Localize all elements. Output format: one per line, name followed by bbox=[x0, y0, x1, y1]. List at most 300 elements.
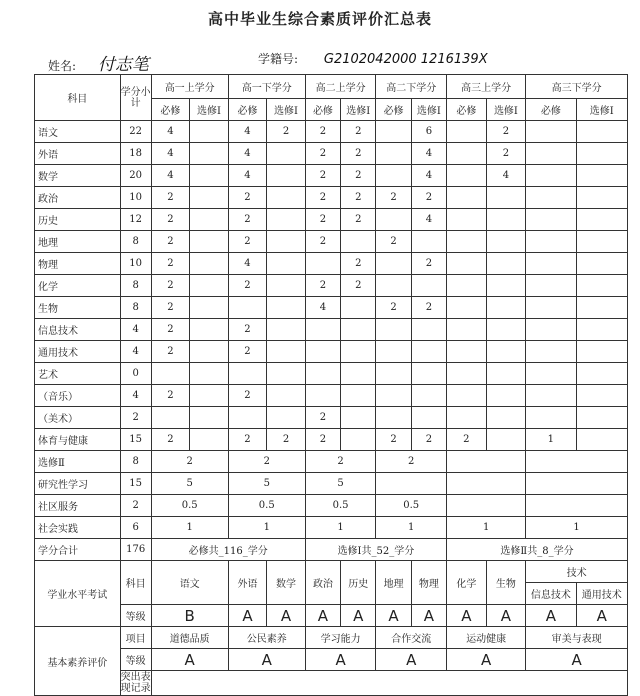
credit-cell: 2 bbox=[305, 121, 340, 143]
credit-cell bbox=[190, 297, 229, 319]
name-value: 付志笔 bbox=[97, 55, 149, 75]
exam-grade: A bbox=[267, 605, 306, 627]
credit-cell: 2 bbox=[411, 429, 446, 451]
credit-cell bbox=[267, 187, 306, 209]
credit-cell: 4 bbox=[411, 143, 446, 165]
credit-cell bbox=[486, 297, 526, 319]
exam-subject: 外语 bbox=[228, 561, 267, 605]
credit-cell bbox=[447, 231, 487, 253]
credit-cell: 4 bbox=[411, 165, 446, 187]
credit-cell: 6 bbox=[411, 121, 446, 143]
credit-cell bbox=[267, 407, 306, 429]
credit-cell: 2 bbox=[486, 121, 526, 143]
credit-cell: 2 bbox=[376, 187, 411, 209]
table-row bbox=[35, 319, 628, 341]
quality-item: 合作交流 bbox=[376, 627, 447, 649]
header-required: 必修 bbox=[305, 99, 340, 121]
row-subject: 艺术 bbox=[35, 363, 121, 385]
credit-cell bbox=[341, 407, 376, 429]
semester-credit-cell: 1 bbox=[305, 517, 376, 539]
name-field bbox=[48, 50, 149, 75]
semester-credit-cell: 1 bbox=[447, 517, 526, 539]
row-subject: 选修Ⅱ bbox=[35, 451, 121, 473]
credit-cell: 2 bbox=[411, 297, 446, 319]
credit-cell bbox=[486, 341, 526, 363]
credit-cell bbox=[305, 363, 340, 385]
credit-cell: 2 bbox=[228, 275, 267, 297]
credit-cell bbox=[267, 253, 306, 275]
row-credit-total: 2 bbox=[120, 407, 151, 429]
credit-cell bbox=[447, 407, 487, 429]
credit-cell bbox=[151, 363, 190, 385]
credit-cell bbox=[411, 231, 446, 253]
semester-credit-cell bbox=[526, 451, 628, 473]
credit-cell bbox=[526, 275, 576, 297]
exam-grade: A bbox=[411, 605, 446, 627]
credit-cell: 2 bbox=[341, 165, 376, 187]
header-elective: 选修Ⅰ bbox=[267, 99, 306, 121]
quality-section-label: 基本素养评价 bbox=[35, 627, 121, 696]
credit-cell: 2 bbox=[305, 407, 340, 429]
credit-cell bbox=[190, 121, 229, 143]
credit-cell bbox=[447, 187, 487, 209]
quality-item: 学习能力 bbox=[305, 627, 376, 649]
credit-cell bbox=[190, 209, 229, 231]
credit-cell bbox=[305, 319, 340, 341]
exam-subject: 语文 bbox=[151, 561, 228, 605]
credit-cell bbox=[376, 341, 411, 363]
credit-cell: 2 bbox=[267, 121, 306, 143]
quality-grade: A bbox=[305, 649, 376, 671]
semester-credit-cell: 5 bbox=[151, 473, 228, 495]
table-row bbox=[35, 363, 628, 385]
credit-cell bbox=[486, 407, 526, 429]
row-credit-total: 15 bbox=[120, 473, 151, 495]
table-row bbox=[35, 253, 628, 275]
credit-cell bbox=[341, 297, 376, 319]
semester-credit-cell: 0.5 bbox=[228, 495, 305, 517]
row-subject: 生物 bbox=[35, 297, 121, 319]
credit-cell: 4 bbox=[228, 121, 267, 143]
credit-cell bbox=[190, 363, 229, 385]
credit-cell bbox=[576, 385, 627, 407]
credit-cell: 2 bbox=[305, 429, 340, 451]
exam-grade-label: 等级 bbox=[120, 605, 151, 627]
header-required: 必修 bbox=[447, 99, 487, 121]
credit-cell: 2 bbox=[228, 209, 267, 231]
credit-cell bbox=[341, 363, 376, 385]
semester-credit-cell bbox=[447, 495, 526, 517]
quality-item: 运动健康 bbox=[447, 627, 526, 649]
credit-cell bbox=[228, 407, 267, 429]
credit-cell: 4 bbox=[305, 297, 340, 319]
credit-cell bbox=[447, 253, 487, 275]
credit-cell bbox=[447, 275, 487, 297]
credit-cell: 2 bbox=[341, 143, 376, 165]
credit-cell: 4 bbox=[228, 165, 267, 187]
credit-cell bbox=[190, 341, 229, 363]
credit-cell: 2 bbox=[486, 143, 526, 165]
quality-grade: A bbox=[151, 649, 228, 671]
credit-cell bbox=[576, 253, 627, 275]
credit-cell: 2 bbox=[151, 341, 190, 363]
row-subject: 语文 bbox=[35, 121, 121, 143]
header-elective: 选修Ⅰ bbox=[411, 99, 446, 121]
credit-cell bbox=[486, 319, 526, 341]
credit-cell bbox=[305, 385, 340, 407]
exam-grade: A bbox=[228, 605, 267, 627]
semester-credit-cell bbox=[526, 473, 628, 495]
credit-cell bbox=[576, 297, 627, 319]
credit-cell bbox=[267, 165, 306, 187]
credit-cell bbox=[526, 385, 576, 407]
exam-grade: A bbox=[341, 605, 376, 627]
row-credit-total: 20 bbox=[120, 165, 151, 187]
credit-cell bbox=[486, 275, 526, 297]
credit-cell bbox=[376, 407, 411, 429]
credit-sum-total: 176 bbox=[120, 539, 151, 561]
credit-cell: 2 bbox=[305, 187, 340, 209]
semester-credit-cell bbox=[526, 495, 628, 517]
credit-cell bbox=[411, 363, 446, 385]
row-subject: 物理 bbox=[35, 253, 121, 275]
outstanding-content bbox=[151, 671, 627, 696]
credit-cell bbox=[376, 363, 411, 385]
credit-cell bbox=[267, 209, 306, 231]
credit-cell: 2 bbox=[228, 187, 267, 209]
credit-cell bbox=[526, 231, 576, 253]
credit-cell bbox=[228, 363, 267, 385]
credit-cell bbox=[267, 143, 306, 165]
credit-cell bbox=[447, 297, 487, 319]
table-row bbox=[35, 275, 628, 297]
credit-cell bbox=[376, 143, 411, 165]
header-required: 必修 bbox=[151, 99, 190, 121]
credit-cell bbox=[576, 319, 627, 341]
row-credit-total: 12 bbox=[120, 209, 151, 231]
credit-cell bbox=[576, 231, 627, 253]
credit-cell: 2 bbox=[151, 275, 190, 297]
credit-cell: 4 bbox=[151, 121, 190, 143]
credit-cell bbox=[576, 363, 627, 385]
credit-cell bbox=[341, 429, 376, 451]
credit-cell bbox=[376, 319, 411, 341]
exam-grade-row bbox=[35, 605, 628, 627]
row-subject: 社区服务 bbox=[35, 495, 121, 517]
credit-cell bbox=[376, 275, 411, 297]
exam-grade: A bbox=[526, 605, 576, 627]
credit-cell bbox=[447, 165, 487, 187]
credit-cell: 4 bbox=[228, 143, 267, 165]
credit-cell bbox=[376, 253, 411, 275]
exam-tech-label: 技术 bbox=[526, 561, 628, 583]
quality-grade: A bbox=[376, 649, 447, 671]
name-label: 姓名: bbox=[48, 59, 77, 73]
credit-cell bbox=[447, 385, 487, 407]
credit-cell: 2 bbox=[228, 231, 267, 253]
credit-cell bbox=[411, 407, 446, 429]
credit-cell bbox=[305, 341, 340, 363]
elective1-credit-sum: 选修Ⅰ共_52_学分 bbox=[305, 539, 446, 561]
evaluation-table bbox=[34, 74, 628, 696]
table-row bbox=[35, 407, 628, 429]
credit-cell bbox=[305, 253, 340, 275]
header-semester: 高三下学分 bbox=[526, 75, 628, 99]
table-row bbox=[35, 143, 628, 165]
credit-cell: 2 bbox=[151, 209, 190, 231]
semester-credit-cell: 5 bbox=[228, 473, 305, 495]
credit-cell: 2 bbox=[305, 231, 340, 253]
credit-cell bbox=[190, 231, 229, 253]
header-elective: 选修Ⅰ bbox=[576, 99, 627, 121]
credit-cell bbox=[486, 209, 526, 231]
elective2-credit-sum: 选修Ⅱ共_8_学分 bbox=[447, 539, 628, 561]
credit-cell: 2 bbox=[151, 231, 190, 253]
credit-cell: 2 bbox=[151, 253, 190, 275]
row-credit-total: 15 bbox=[120, 429, 151, 451]
credit-cell bbox=[190, 253, 229, 275]
exam-subject-label: 科目 bbox=[120, 561, 151, 605]
row-subject: 研究性学习 bbox=[35, 473, 121, 495]
table-row bbox=[35, 187, 628, 209]
credit-cell: 1 bbox=[526, 429, 576, 451]
credit-cell: 4 bbox=[228, 253, 267, 275]
credit-cell: 2 bbox=[341, 121, 376, 143]
credit-cell bbox=[576, 165, 627, 187]
credit-cell bbox=[411, 341, 446, 363]
exam-grade: A bbox=[486, 605, 526, 627]
credit-cell bbox=[267, 319, 306, 341]
credit-cell bbox=[190, 429, 229, 451]
student-id-value: G2102042000 1216139X bbox=[323, 52, 488, 67]
semester-credit-cell: 5 bbox=[305, 473, 376, 495]
credit-cell bbox=[576, 187, 627, 209]
semester-credit-cell bbox=[376, 473, 447, 495]
credit-sum-row bbox=[35, 539, 628, 561]
header-elective: 选修Ⅰ bbox=[486, 99, 526, 121]
credit-cell: 2 bbox=[376, 429, 411, 451]
credit-cell bbox=[526, 187, 576, 209]
exam-subject: 生物 bbox=[486, 561, 526, 605]
row-credit-total: 2 bbox=[120, 495, 151, 517]
credit-cell: 2 bbox=[447, 429, 487, 451]
exam-grade: A bbox=[305, 605, 340, 627]
required-credit-sum: 必修共_116_学分 bbox=[151, 539, 305, 561]
credit-cell: 2 bbox=[228, 341, 267, 363]
credit-cell bbox=[486, 363, 526, 385]
exam-grade: A bbox=[376, 605, 411, 627]
header-semester: 高二下学分 bbox=[376, 75, 447, 99]
credit-cell bbox=[190, 385, 229, 407]
quality-item: 公民素养 bbox=[228, 627, 305, 649]
credit-cell: 2 bbox=[341, 209, 376, 231]
header-semester: 高一上学分 bbox=[151, 75, 228, 99]
credit-cell bbox=[267, 341, 306, 363]
outstanding-label: 突出表现记录 bbox=[120, 672, 151, 694]
credit-cell bbox=[576, 209, 627, 231]
row-credit-total: 0 bbox=[120, 363, 151, 385]
table-row bbox=[35, 165, 628, 187]
semester-credit-cell bbox=[447, 451, 526, 473]
credit-cell bbox=[447, 319, 487, 341]
row-credit-total: 6 bbox=[120, 517, 151, 539]
row-credit-total: 4 bbox=[120, 385, 151, 407]
semester-credit-cell: 2 bbox=[376, 451, 447, 473]
semester-credit-cell: 0.5 bbox=[376, 495, 447, 517]
credit-cell: 2 bbox=[305, 275, 340, 297]
credit-cell bbox=[576, 429, 627, 451]
row-subject: 体育与健康 bbox=[35, 429, 121, 451]
quality-grade-row bbox=[35, 649, 628, 671]
row-credit-total: 8 bbox=[120, 451, 151, 473]
quality-item: 审美与表现 bbox=[526, 627, 628, 649]
exam-subject: 通用技术 bbox=[576, 583, 627, 605]
credit-cell bbox=[526, 407, 576, 429]
credit-cell bbox=[267, 385, 306, 407]
table-row bbox=[35, 473, 628, 495]
credit-cell: 2 bbox=[151, 385, 190, 407]
credit-cell: 2 bbox=[341, 253, 376, 275]
row-credit-total: 22 bbox=[120, 121, 151, 143]
credit-cell: 2 bbox=[376, 231, 411, 253]
row-subject: 历史 bbox=[35, 209, 121, 231]
credit-cell bbox=[526, 319, 576, 341]
row-subject: （音乐） bbox=[35, 385, 121, 407]
row-subject: 数学 bbox=[35, 165, 121, 187]
exam-subject: 历史 bbox=[341, 561, 376, 605]
exam-subject: 政治 bbox=[305, 561, 340, 605]
credit-cell bbox=[341, 319, 376, 341]
row-credit-total: 8 bbox=[120, 275, 151, 297]
credit-cell: 2 bbox=[151, 319, 190, 341]
credit-cell: 2 bbox=[305, 143, 340, 165]
row-credit-total: 10 bbox=[120, 187, 151, 209]
credit-cell: 2 bbox=[305, 165, 340, 187]
header-semester: 高三上学分 bbox=[447, 75, 526, 99]
credit-cell bbox=[526, 341, 576, 363]
quality-item: 道德品质 bbox=[151, 627, 228, 649]
credit-cell bbox=[411, 275, 446, 297]
credit-cell bbox=[190, 187, 229, 209]
header-semester: 高二上学分 bbox=[305, 75, 376, 99]
credit-cell bbox=[526, 209, 576, 231]
exam-subject: 化学 bbox=[447, 561, 487, 605]
credit-cell bbox=[486, 231, 526, 253]
quality-grade: A bbox=[447, 649, 526, 671]
credit-cell bbox=[576, 275, 627, 297]
student-id-label: 学籍号: bbox=[258, 52, 299, 66]
exam-grade: A bbox=[447, 605, 487, 627]
row-credit-total: 8 bbox=[120, 231, 151, 253]
row-subject: 社会实践 bbox=[35, 517, 121, 539]
credit-cell: 2 bbox=[411, 187, 446, 209]
credit-cell bbox=[190, 165, 229, 187]
semester-credit-cell: 2 bbox=[151, 451, 228, 473]
semester-credit-cell: 0.5 bbox=[151, 495, 228, 517]
credit-cell bbox=[411, 319, 446, 341]
table-row bbox=[35, 517, 628, 539]
exam-subject: 地理 bbox=[376, 561, 411, 605]
credit-cell: 2 bbox=[151, 297, 190, 319]
credit-cell: 2 bbox=[151, 429, 190, 451]
credit-cell: 4 bbox=[151, 143, 190, 165]
credit-cell: 4 bbox=[411, 209, 446, 231]
quality-item-row bbox=[35, 627, 628, 649]
credit-cell bbox=[267, 363, 306, 385]
credit-cell bbox=[447, 341, 487, 363]
exam-tech-row bbox=[35, 561, 628, 583]
exam-subject: 数学 bbox=[267, 561, 306, 605]
header-subject: 科目 bbox=[35, 75, 121, 121]
quality-item-label: 项目 bbox=[120, 627, 151, 649]
credit-cell: 2 bbox=[228, 319, 267, 341]
credit-cell bbox=[486, 385, 526, 407]
table-row bbox=[35, 341, 628, 363]
credit-cell bbox=[447, 121, 487, 143]
exam-subject: 物理 bbox=[411, 561, 446, 605]
credit-cell bbox=[376, 385, 411, 407]
credit-cell: 2 bbox=[305, 209, 340, 231]
credit-cell bbox=[376, 121, 411, 143]
semester-credit-cell: 2 bbox=[305, 451, 376, 473]
credit-cell bbox=[267, 297, 306, 319]
credit-cell bbox=[576, 341, 627, 363]
semester-credit-cell: 2 bbox=[228, 451, 305, 473]
exam-section-label: 学业水平考试 bbox=[35, 561, 121, 627]
row-credit-total: 18 bbox=[120, 143, 151, 165]
credit-cell: 2 bbox=[341, 275, 376, 297]
semester-credit-cell: 1 bbox=[526, 517, 628, 539]
credit-cell bbox=[526, 143, 576, 165]
credit-cell: 2 bbox=[151, 187, 190, 209]
row-subject: 政治 bbox=[35, 187, 121, 209]
credit-cell bbox=[576, 143, 627, 165]
credit-cell bbox=[526, 165, 576, 187]
credit-cell bbox=[190, 143, 229, 165]
table-row bbox=[35, 495, 628, 517]
credit-cell bbox=[376, 209, 411, 231]
credit-cell bbox=[341, 341, 376, 363]
credit-cell bbox=[190, 319, 229, 341]
semester-credit-cell: 1 bbox=[151, 517, 228, 539]
page-title: 高中毕业生综合素质评价汇总表 bbox=[207, 10, 432, 28]
quality-grade: A bbox=[526, 649, 628, 671]
header-required: 必修 bbox=[376, 99, 411, 121]
credit-cell: 2 bbox=[376, 297, 411, 319]
table-row bbox=[35, 385, 628, 407]
credit-cell: 4 bbox=[486, 165, 526, 187]
table-row bbox=[35, 231, 628, 253]
credit-cell bbox=[267, 275, 306, 297]
header-elective: 选修Ⅰ bbox=[190, 99, 229, 121]
row-subject: 通用技术 bbox=[35, 341, 121, 363]
row-subject: （美术） bbox=[35, 407, 121, 429]
exam-subject: 信息技术 bbox=[526, 583, 576, 605]
credit-cell: 2 bbox=[228, 429, 267, 451]
quality-grade: A bbox=[228, 649, 305, 671]
credit-cell: 2 bbox=[411, 253, 446, 275]
credit-cell bbox=[526, 363, 576, 385]
credit-cell bbox=[341, 385, 376, 407]
row-credit-total: 4 bbox=[120, 341, 151, 363]
credit-cell bbox=[486, 253, 526, 275]
credit-cell bbox=[486, 429, 526, 451]
student-id-field bbox=[258, 50, 488, 67]
row-subject: 外语 bbox=[35, 143, 121, 165]
credit-cell bbox=[190, 275, 229, 297]
header-semester: 高一下学分 bbox=[228, 75, 305, 99]
row-credit-total: 4 bbox=[120, 319, 151, 341]
